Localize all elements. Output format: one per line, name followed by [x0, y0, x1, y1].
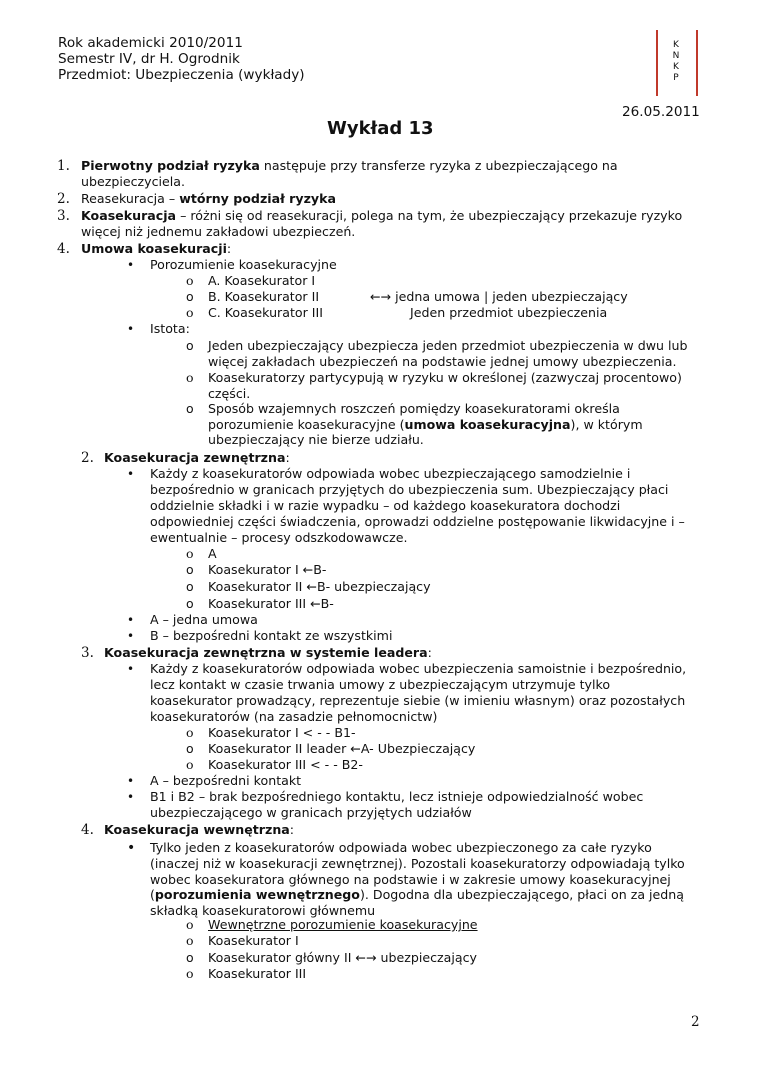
item-4-heading: Umowa koasekuracji: [81, 241, 232, 256]
circle-bullet-icon: o [186, 562, 194, 577]
section-3-bold: Koasekuracja zewnętrzna w systemie leadera [104, 645, 428, 660]
logo-letter-k: K [673, 40, 679, 50]
section-4-para-l3: wobec koasekuratora głównego na podstawie i w zakresie umowy koasekuracyjnej [150, 872, 671, 887]
item-4-bullet-1: Porozumienie koasekuracyjne [150, 257, 337, 272]
section-3-para-l2: lecz kontakt w czasie trwania umowy z ubezpieczającym utrzymuje tylko [150, 677, 611, 692]
circle-bullet-icon: o [186, 596, 194, 611]
logo-right-line [696, 30, 698, 96]
item-4-trait-3-l3: ubezpieczający nie bierze udziału. [208, 432, 424, 447]
section-2-sub-4: Koasekurator III ←B- [208, 596, 334, 611]
section-3-sub-3: Koasekurator III < - - B2- [208, 757, 363, 772]
section-4-para-l5: składką koasekuratorowi głównemu [150, 903, 376, 918]
circle-bullet-icon: o [186, 725, 194, 740]
section-4-sub-3: Koasekurator główny II ←→ ubezpieczający [208, 950, 477, 965]
circle-bullet-icon: o [186, 966, 194, 981]
item-2-bold: wtórny podział ryzyka [179, 191, 336, 206]
item-4-sub-3-note: Jeden przedmiot ubezpieczenia [410, 305, 608, 320]
item-4-number: 4. [57, 241, 70, 257]
circle-bullet-icon: o [186, 917, 194, 932]
item-4-bold: Umowa koasekuracji [81, 241, 227, 256]
bullet-icon: • [127, 790, 135, 804]
section-4-para-l1: Tylko jeden z koasekuratorów odpowiada wobec ubezpieczonego za całe ryzyko [150, 840, 652, 855]
section-2-bullet-2: A – jedna umowa [150, 612, 258, 627]
circle-bullet-icon: o [186, 933, 194, 948]
section-3-para-l4: koasekuratorów (na zasadzie pełnomocnictw) [150, 709, 438, 724]
circle-bullet-icon: o [186, 305, 194, 320]
circle-bullet-icon: o [186, 370, 194, 385]
section-2-bold: Koasekuracja zewnętrzna [104, 450, 286, 465]
circle-bullet-icon: o [186, 338, 194, 353]
section-2-heading: Koasekuracja zewnętrzna: [104, 450, 290, 465]
bullet-icon: • [127, 467, 135, 481]
section-2-para-l1: Każdy z koasekuratorów odpowiada wobec ubezpieczającego samodzielnie i [150, 466, 631, 481]
header-semester: Semestr IV, dr H. Ogrodnik [58, 51, 240, 67]
bullet-icon: • [127, 258, 135, 272]
item-4-sub-1: A. Koasekurator I [208, 273, 316, 288]
item-4-trait-3-l1: Sposób wzajemnych roszczeń pomiędzy koasekuratorami określa [208, 401, 620, 416]
item-2-pre: Reasekuracja – [81, 191, 180, 206]
section-3-number: 3. [81, 645, 94, 661]
section-3-sub-2: Koasekurator II leader ←A- Ubezpieczający [208, 741, 476, 756]
item-4-trait-1-l1: Jeden ubezpieczający ubezpiecza jeden przedmiot ubezpieczenia w dwu lub [208, 338, 688, 353]
section-3-para-l3: koasekurator prowadzący, reprezentuje siebie (w imieniu własnym) oraz pozostałych [150, 693, 686, 708]
circle-bullet-icon: o [186, 741, 194, 756]
item-2-number: 2. [57, 191, 70, 207]
section-3-bullet-2: A – bezpośredni kontakt [150, 773, 302, 788]
section-4-para-l4: (porozumienia wewnętrznego). Dogodna dla ubezpieczającego, płaci on za jedną [150, 887, 684, 902]
section-2-sub-2: Koasekurator I ←B- [208, 562, 327, 577]
item-4-trait-3-l2: porozumienie koasekuracyjne (umowa koasekuracyjna), w którym [208, 417, 643, 432]
logo-letter-k2: K [673, 62, 679, 72]
bullet-icon: • [127, 662, 135, 676]
item-3-rest: – różni się od reasekuracji, polega na tym, że ubezpieczający przekazuje ryzyko [176, 208, 683, 223]
section-2-para-l2: bezpośrednio w granicach przyjętych do ubezpieczenia sum. Ubezpieczający płaci [150, 482, 669, 497]
page-title: Wykład 13 [327, 118, 434, 139]
item-3-bold: Koasekuracja [81, 208, 177, 223]
section-4-bold: Koasekuracja wewnętrzna [104, 822, 290, 837]
section-2-para-l3: oddzielnie składki i w razie wypadku – od każdego koasekuratora dochodzi [150, 498, 621, 513]
section-2-number: 2. [81, 450, 94, 466]
logo-letter-n: N [672, 51, 680, 61]
bullet-icon: • [127, 840, 136, 856]
circle-bullet-icon: o [186, 289, 194, 304]
item-4-sub-2-note: ←→ jedna umowa | jeden ubezpieczający [370, 289, 628, 304]
bullet-icon: • [127, 774, 135, 788]
section-4-sub-2: Koasekurator I [208, 933, 299, 948]
circle-bullet-icon: o [186, 273, 194, 288]
item-4-trait-2-l2: części. [208, 386, 251, 401]
section-4-sub-1: Wewnętrzne porozumienie koasekuracyjne [208, 917, 478, 932]
page-number: 2 [691, 1014, 700, 1030]
section-2-para-l4: odpowiedniej części świadczenia, oprowadzi oddzielne postępowanie likwidacyjne i – [150, 514, 685, 529]
bullet-icon: • [127, 629, 135, 643]
header-subject: Przedmiot: Ubezpieczenia (wykłady) [58, 67, 305, 83]
section-2-sub-1: A [208, 546, 217, 561]
circle-bullet-icon: o [186, 579, 194, 594]
header-year: Rok akademicki 2010/2011 [58, 35, 243, 51]
section-4-sub-4: Koasekurator III [208, 966, 307, 981]
bullet-icon: • [127, 613, 135, 627]
circle-bullet-icon: o [186, 546, 194, 561]
item-4-trait-1-l2: więcej zakładach ubezpieczeń na podstawie jednej umowy ubezpieczenia. [208, 354, 677, 369]
section-2-para-l5: ewentualnie – procesy odszkodowawcze. [150, 530, 408, 545]
item-3-number: 3. [57, 208, 70, 224]
item-4-trait-3-bold: umowa koasekuracyjna [404, 417, 571, 432]
item-1-bold: Pierwotny podział ryzyka [81, 158, 260, 173]
header-date: 26.05.2011 [622, 104, 700, 120]
section-3-bullet-3-l2: ubezpieczającego w granicach przyjętych udziałów [150, 805, 472, 820]
item-4-sub-3: C. Koasekurator III [208, 305, 323, 320]
section-3-para-l1: Każdy z koasekuratorów odpowiada wobec ubezpieczenia samoistnie i bezpośrednio, [150, 661, 687, 676]
logo-left-line [656, 30, 658, 96]
item-1-number: 1. [57, 158, 70, 174]
item-4-bullet-2: Istota: [150, 321, 190, 336]
item-1-line-2: ubezpieczyciela. [81, 174, 185, 189]
section-2-bullet-3: B – bezpośredni kontakt ze wszystkimi [150, 628, 393, 643]
item-2-line [81, 191, 336, 207]
section-4-heading: Koasekuracja wewnętrzna: [104, 822, 295, 837]
circle-bullet-icon: o [186, 950, 194, 965]
section-4-number: 4. [81, 822, 94, 838]
section-3-bullet-3-l1: B1 i B2 – brak bezpośredniego kontaktu, lecz istnieje odpowiedzialność wobec [150, 789, 644, 804]
section-3-heading: Koasekuracja zewnętrzna w systemie leadera: [104, 645, 432, 660]
section-4-para-l2: (inaczej niż w koasekuracji zewnętrznej). Pozostali koasekuratorzy odpowiadają tylko [150, 856, 685, 871]
section-4-bold-phrase: porozumienia wewnętrznego [154, 887, 360, 902]
section-2-sub-3: Koasekurator II ←B- ubezpieczający [208, 579, 431, 594]
bullet-icon: • [127, 322, 135, 336]
circle-bullet-icon: o [186, 401, 194, 416]
logo-letter-p: P [673, 73, 679, 83]
item-1-rest: następuje przy transferze ryzyka z ubezpieczającego na [259, 158, 618, 173]
section-3-sub-1: Koasekurator I < - - B1- [208, 725, 356, 740]
item-1-line-1 [81, 158, 618, 174]
circle-bullet-icon: o [186, 757, 194, 772]
item-3-line-1 [81, 208, 682, 224]
item-3-line-2: więcej niż jednemu zakładowi ubezpieczeń. [81, 224, 356, 239]
item-4-sub-2: B. Koasekurator II [208, 289, 320, 304]
item-4-trait-2-l1: Koasekuratorzy partycypują w ryzyku w określonej (zazwyczaj procentowo) [208, 370, 682, 385]
